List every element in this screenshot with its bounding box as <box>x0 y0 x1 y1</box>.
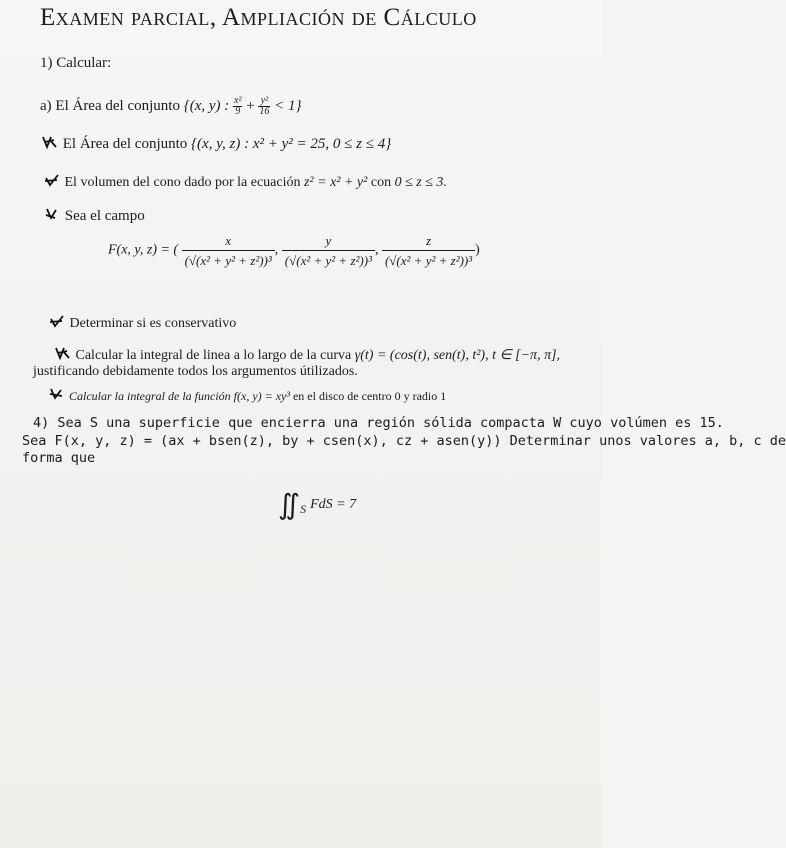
fraction-denominator: 16 <box>259 106 270 117</box>
question-2a-text: Determinar si es conservativo <box>69 316 237 331</box>
question-2b-curve: γ(t) = (cos(t), sen(t), t²), t ∈ [−π, π], <box>354 348 561 363</box>
vector-field-formula <box>108 233 480 268</box>
fraction-denominator: 9 <box>235 106 241 117</box>
question-1c-conn: con <box>370 175 392 190</box>
question-2b-line-1 <box>56 347 560 364</box>
question-2-intro-line <box>45 208 145 225</box>
vector-component-2 <box>282 233 375 268</box>
question-2c-text-2: en el disco de centro 0 y radio 1 <box>292 389 447 403</box>
question-1a <box>40 96 302 117</box>
question-1c-range: 0 ≤ z ≤ 3. <box>394 175 447 190</box>
question-4-line-1: 4) Sea S una superficie que encierra una región sólida compacta W cuyo volúmen es 15. <box>33 415 724 431</box>
component-numerator: y <box>282 233 375 251</box>
question-1a-set-open: {(x, y) : <box>183 97 230 114</box>
handwritten-check-mark-icon <box>45 174 59 186</box>
question-2c <box>50 388 446 404</box>
exam-title: Examen parcial, Ampliación de Cálculo <box>40 4 477 31</box>
question-1b-prefix: El Área del conjunto <box>62 136 188 152</box>
question-1c <box>45 174 447 191</box>
question-2c-function: f(x, y) = xy³ <box>233 389 290 403</box>
vector-component-3 <box>382 233 475 268</box>
component-denominator: (√(x² + y² + z²))³ <box>284 253 372 268</box>
component-separator: , <box>374 242 379 258</box>
fraction-numerator: y² <box>258 96 270 107</box>
handwritten-check-mark-icon <box>45 208 59 220</box>
component-denominator: (√(x² + y² + z²))³ <box>384 253 473 268</box>
handwritten-check-mark-icon <box>56 347 70 359</box>
question-2a <box>50 315 236 332</box>
component-numerator: z <box>382 233 475 251</box>
question-1c-prefix: El volumen del cono dado por la ecuación <box>64 175 301 190</box>
question-1b <box>43 136 391 153</box>
integral-integrand: FdS = 7 <box>310 497 357 512</box>
handwritten-check-mark-icon <box>50 388 64 400</box>
question-1c-expr: z² = x² + y² <box>303 175 368 190</box>
question-2b-line-2: justificando debidamente todos los argumentos útilizados. <box>33 364 358 379</box>
handwritten-check-mark-icon <box>43 136 57 148</box>
handwritten-check-mark-icon <box>50 315 64 327</box>
question-2c-text-1: Calcular la integral de la función <box>69 389 231 403</box>
surface-integral <box>278 488 356 522</box>
fraction-numerator: x² <box>234 95 242 106</box>
integral-subscript: S <box>300 501 307 516</box>
vector-field-lhs: F(x, y, z) = ( <box>108 242 179 258</box>
plus-sign: + <box>246 97 255 114</box>
question-2-intro: Sea el campo <box>64 208 145 224</box>
question-1a-set-close: < 1} <box>274 97 302 114</box>
question-1a-prefix: a) El Área del conjunto <box>40 97 180 114</box>
fraction-y-over-16 <box>258 96 270 117</box>
double-integral-sign: ∬ <box>278 490 301 521</box>
component-denominator: (√(x² + y² + z²))³ <box>184 253 272 268</box>
question-4-line-2: Sea F(x, y, z) = (ax + bsen(z), by + csen(x), cz + asen(y)) Determinar unos valores a, b, c de <box>22 433 786 449</box>
vector-field-close: ) <box>475 242 480 258</box>
question-2b-text: Calcular la integral de linea a lo largo de la curva <box>75 348 352 363</box>
question-1b-expr: {(x, y, z) : x² + y² = 25, 0 ≤ z ≤ 4} <box>191 136 392 152</box>
vector-component-1 <box>182 233 275 268</box>
fraction-x-over-9 <box>233 96 242 117</box>
question-4-line-3: forma que <box>22 450 96 466</box>
question-1-label: 1) Calcular: <box>40 55 112 71</box>
component-separator: , <box>274 242 279 258</box>
component-numerator: x <box>182 233 275 251</box>
